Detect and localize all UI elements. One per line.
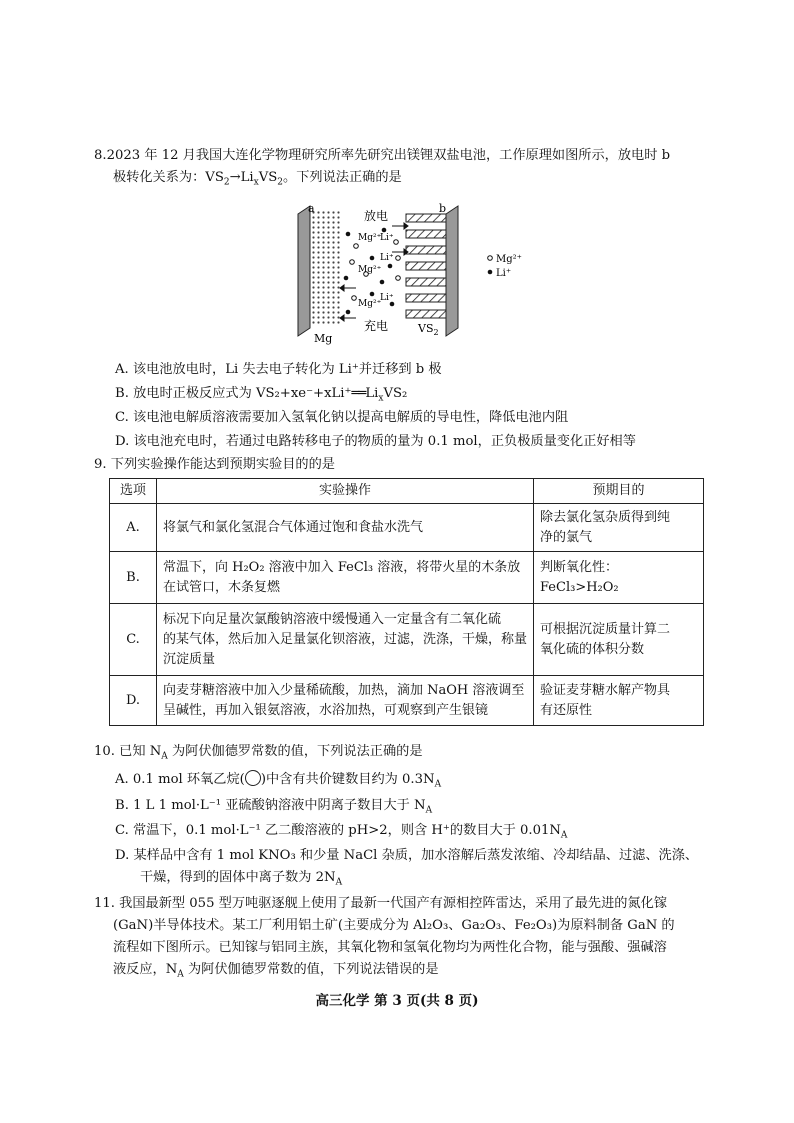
table-row <box>110 552 704 604</box>
discharge-label: 放电 <box>364 209 389 223</box>
legend-mg-marker <box>488 256 493 261</box>
option-cell: B. <box>110 552 157 604</box>
q10-stem: 10. 已知 $N_A$ 为阿伏伽德罗常数的值，下列说法正确的是 <box>94 744 423 762</box>
q8-line1: 8.2023 年 12 月我国大连化学物理研究所率先研究出镁锂双盐电池，工作原理如图所示，放电时 b <box>94 148 671 163</box>
experiment-table <box>109 478 704 726</box>
epoxide-ring-icon <box>245 770 261 786</box>
q10-option-a: A. 0.1 mol 环氧乙烷( )中含有共价键数目约为 $0.3N_A$ <box>115 772 442 790</box>
q10-option-b: B. 1 L 1 mol·L⁻¹ 亚硫酸钠溶液中阴离子数目大于 $N_A$ <box>115 798 433 816</box>
goal-cell: 除去氯化氢杂质得到纯 净的氯气 <box>534 504 704 552</box>
q8-line2: 极转化关系为：$VS_2\to Li_xVS_2$。下列说法正确的是 <box>113 170 402 188</box>
label-vs2: $VS_2$ <box>418 322 439 337</box>
label-b: b <box>439 202 447 215</box>
operation-cell: 向麦芽糖溶液中加入少量稀硫酸，加热，滴加 NaOH 溶液调至 呈碱性，再加入银氨溶液，水浴加热，可观察到产生银镜 <box>157 676 534 726</box>
q11-line3: 流程如下图所示。已知镓与铝同主族，其氧化物和氢氧化物均为两性化合物，能与强酸、强碱溶 <box>113 940 667 955</box>
table-header: 实验操作 <box>157 479 534 504</box>
goal-cell: 判断氧化性： FeCl₃>H₂O₂ <box>534 552 704 604</box>
q10-option-c: C. 常温下，0.1 mol·L⁻¹ 乙二酸溶液的 pH>2，则含 H⁺的数目大于 $0.01N_A$ <box>115 823 568 841</box>
ion-label: Mg²⁺ <box>358 265 382 275</box>
q11-line1: 11. 我国最新型 055 型万吨驱逐舰上使用了最新一代国产有源相控阵雷达，采用了最先进的氮化镓 <box>94 896 668 911</box>
page-footer: 高三化学 第 3 页(共 8 页) <box>315 993 479 1009</box>
battery-diagram <box>276 200 556 350</box>
legend-li: Li⁺ <box>496 268 512 279</box>
label-mg: Mg <box>314 332 333 345</box>
legend-li-marker <box>488 270 493 275</box>
table-header: 选项 <box>110 479 157 504</box>
option-cell: C. <box>110 604 157 676</box>
vs2-layers <box>406 214 446 318</box>
option-cell: A. <box>110 504 157 552</box>
label-a: a <box>308 202 315 215</box>
q10-option-d-line2: 干燥，得到的固体中离子数为 $2N_A$ <box>140 870 343 888</box>
goal-cell: 验证麦芽糖水解产物具 有还原性 <box>534 676 704 726</box>
q11-line2: (GaN)半导体技术。某工厂利用铝土矿(主要成分为 Al₂O₃、Ga₂O₃、Fe₂O₃)为原料制备 GaN 的 <box>113 918 675 933</box>
q11-line4: 液反应，$N_A$ 为阿伏伽德罗常数的值，下列说法错误的是 <box>113 962 439 980</box>
ion-label: Li⁺ <box>380 293 394 303</box>
operation-cell: 常温下，向 H₂O₂ 溶液中加入 FeCl₃ 溶液，将带火星的木条放 在试管口，木条复燃 <box>157 552 534 604</box>
charge-label: 充电 <box>364 319 389 333</box>
ion-label: Li⁺ <box>380 253 394 263</box>
ion-label: Mg²⁺ <box>358 299 382 309</box>
table-row <box>110 604 704 676</box>
q8-option-d: D. 该电池充电时，若通过电路转移电子的物质的量为 0.1 mol，正负极质量变化正好相等 <box>115 434 636 449</box>
table-header-row <box>110 479 704 504</box>
q10-option-d-line1: D. 某样品中含有 1 mol KNO₃ 和少量 NaCl 杂质，加水溶解后蒸发浓缩、冷却结晶、过滤、洗涤、 <box>115 848 699 863</box>
q9-stem: 9. 下列实验操作能达到预期实验目的的是 <box>94 457 335 472</box>
table-row <box>110 676 704 726</box>
ion-label: Li⁺ <box>380 233 394 243</box>
option-cell: D. <box>110 676 157 726</box>
goal-cell: 可根据沉淀质量计算二 氧化硫的体积分数 <box>534 604 704 676</box>
table-row <box>110 504 704 552</box>
q8-option-c: C. 该电池电解质溶液需要加入氢氧化钠以提高电解质的导电性，降低电池内阻 <box>115 410 569 425</box>
table-header: 预期目的 <box>534 479 704 504</box>
legend-mg: Mg²⁺ <box>496 254 522 265</box>
q8-option-b: B. 放电时正极反应式为 $VS_2+xe^-+xLi^+══Li_xVS_2$ <box>115 386 408 404</box>
operation-cell: 将氯气和氯化氢混合气体通过饱和食盐水洗气 <box>157 504 534 552</box>
q8-option-a: A. 该电池放电时，Li 失去电子转化为 Li⁺并迁移到 b 极 <box>115 362 442 377</box>
ion-label: Mg²⁺ <box>358 233 382 243</box>
operation-cell: 标况下向足量次氯酸钠溶液中缓慢通入一定量含有二氧化硫 的某气体，然后加入足量氯化钡溶液，过滤，洗涤，干燥，称量 沉淀质量 <box>157 604 534 676</box>
